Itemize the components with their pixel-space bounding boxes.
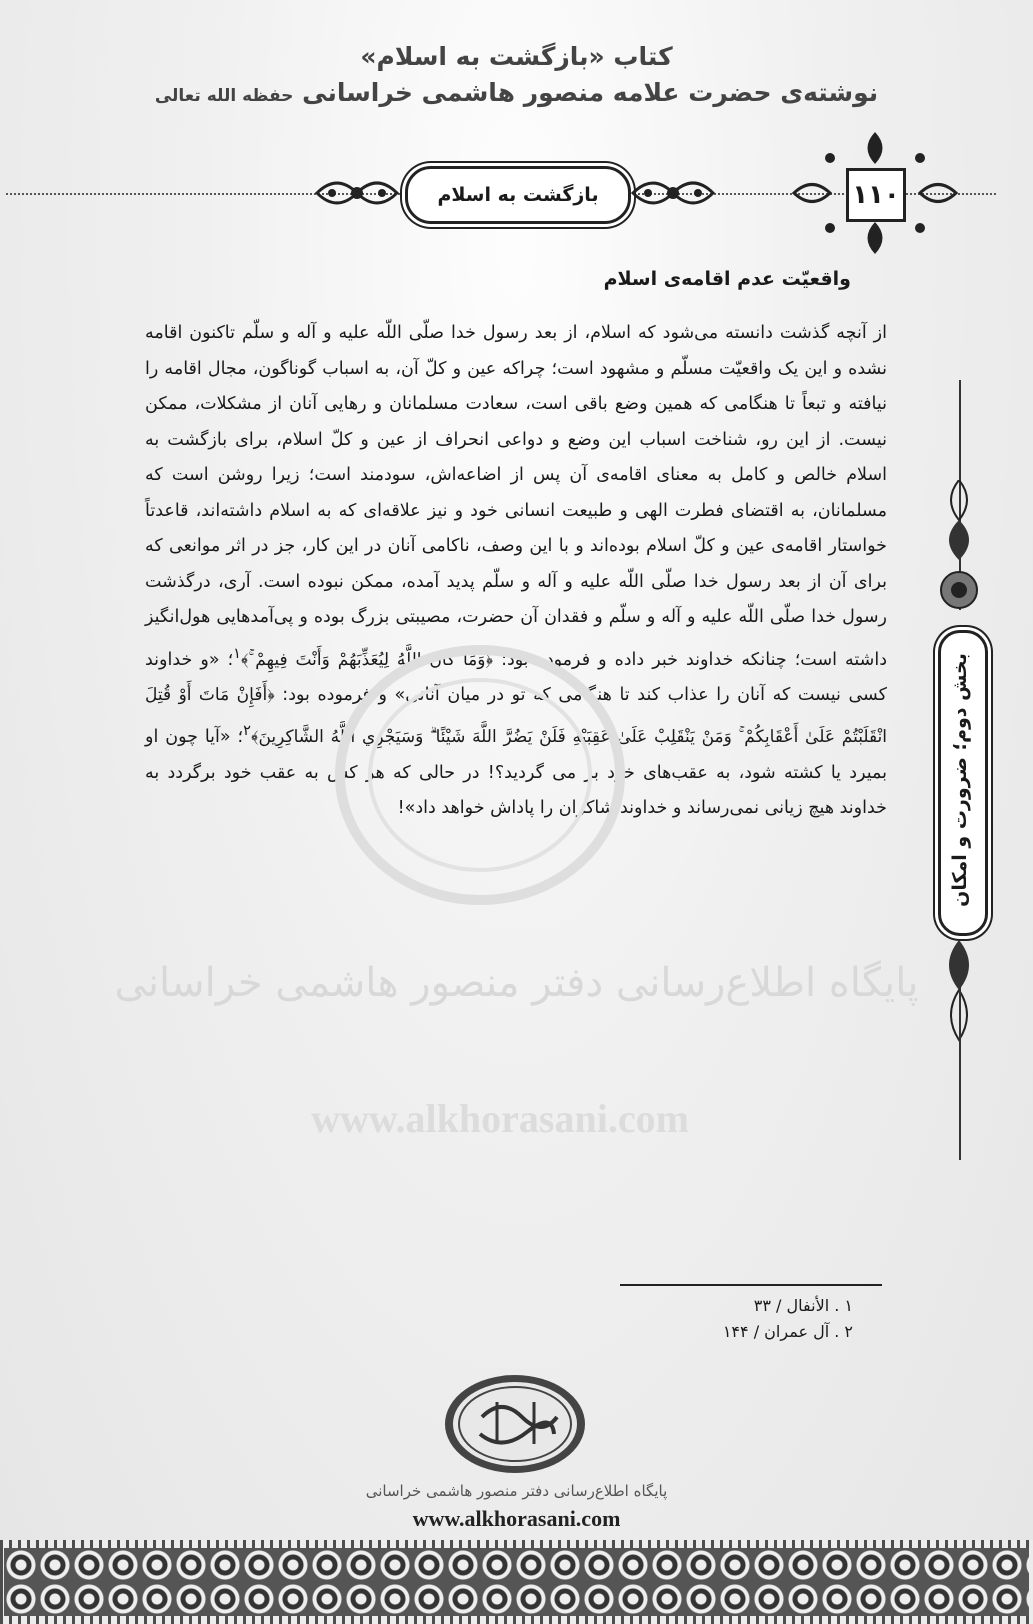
- side-label: بخش دوم؛ ضرورت و امکان: [949, 653, 971, 907]
- translation-1: ؛ «و خداوند کسی نیست که آنان را عذاب کند تا هنگامی که تو در میان آنانی» و فرموده بود:: [145, 649, 887, 705]
- footnote-1: ۱ . الأنفال / ۳۳: [753, 1296, 853, 1315]
- footnote-2: ۲ . آل عمران / ۱۴۴: [722, 1322, 853, 1341]
- book-author: [0, 78, 1033, 107]
- side-ornament-top-icon: [935, 480, 983, 630]
- footnote-ref-1[interactable]: ۱: [233, 644, 241, 662]
- page-number: ۱۱۰: [846, 168, 906, 222]
- book-title: کتاب «بازگشت به اسلام»: [360, 42, 673, 71]
- watermark-site-name: پایگاه اطلاع‌رسانی دفتر منصور هاشمی خراسانی: [114, 960, 919, 1006]
- running-head: [405, 166, 631, 224]
- header-ornament-left-icon: [312, 170, 402, 216]
- author-honorific: حفظه الله تعالی: [154, 86, 294, 106]
- header-ornament-right-icon: [628, 170, 718, 216]
- quran-verse-2: ﴿أَفَإِنْ مَاتَ أَوْ قُتِلَ انْقَلَبْتُمْ عَلَىٰ أَعْقَابِكُمْ ۚ وَمَنْ يَنْقَلِبْ عَلَىٰ عَقِبَيْهِ فَلَنْ يَضُرَّ اللَّهَ شَيْئًا ۗ وَسَيَجْزِي اللَّهُ الشَّاكِرِينَ﴾: [145, 684, 888, 748]
- quran-verse-1: ﴿وَمَا كَانَ اللَّهُ لِيُعَذِّبَهُمْ وَأَنْتَ فِيهِمْ ۚ﴾: [240, 649, 494, 670]
- translation-2: ؛ «آیا چون او بمیرد یا کشته شود، به عقب‌های خود بر می گردید؟! در حالی که هر کس به عقب خود برگردد به خداوند هیچ زیانی نمی‌رساند و خداوند شاکران را پاداش خواهد داد»!: [145, 727, 887, 819]
- author-name: نوشته‌ی حضرت علامه منصور هاشمی خراسانی: [302, 78, 879, 107]
- footnote-ref-2[interactable]: ۲: [243, 722, 251, 740]
- footer-url[interactable]: www.alkhorasani.com: [412, 1506, 621, 1531]
- footer-site-name: پایگاه اطلاع‌رسانی دفتر منصور هاشمی خراسانی: [365, 1482, 668, 1500]
- watermark-url: www.alkhorasani.com: [311, 1096, 689, 1141]
- seal-logo-icon: [442, 1372, 588, 1476]
- watermark-seal-icon: [330, 640, 630, 910]
- footnote-rule: [620, 1284, 882, 1286]
- paragraph-text: از آنچه گذشت دانسته می‌شود که اسلام، از بعد رسول خدا صلّی اللّه علیه و آله و سلّم تاکنون اقامه نشده و این یک واقعیّت مسلّم و مشهود است؛ چراکه عین و کلّ آن، به اسباب گوناگون، مجال اقامه را نیافته و تبعاً تا هنگامی که همین وضع باقی است، سعادت مسلمانان و رهایی آنان از مشکلات، ممکن نیست. از این رو، شناخت اسباب این وضع و دواعی انحراف از عین و کلّ اسلام، برای بازگشت به اسلام خالص و کامل به معنای اقامه‌ی آن پس از اضاعه‌اش، سودمند است؛ زیرا روشن است که مسلمانان، به اقتضای فطرت الهی و طبیعت انسانی خود و نیز علاقه‌ای که به اسلام داشته‌اند، قاعدتاً خواستار اقامه‌ی عین و کلّ اسلام بوده‌اند و با این وصف، ناکامی آنان در این کار، جز در اثر موانعی که برای آن از بعد رسول خدا صلّی اللّه علیه و آله و سلّم پدید آمده، ممکن نبوده است. آری، درگذشت رسول خدا صلّی اللّه علیه و آله و سلّم و فقدان آن حضرت، مصیبتی بزرگ بوده و پی‌آمدهایی هول‌انگیز داشته است؛ چنانکه خداوند خبر داده و فرموده بود:: [145, 323, 887, 670]
- section-heading: واقعیّت عدم اقامه‌ی اسلام: [603, 268, 851, 290]
- running-head-text: بازگشت به اسلام: [437, 184, 599, 206]
- bottom-border-pattern: [4, 1548, 1029, 1616]
